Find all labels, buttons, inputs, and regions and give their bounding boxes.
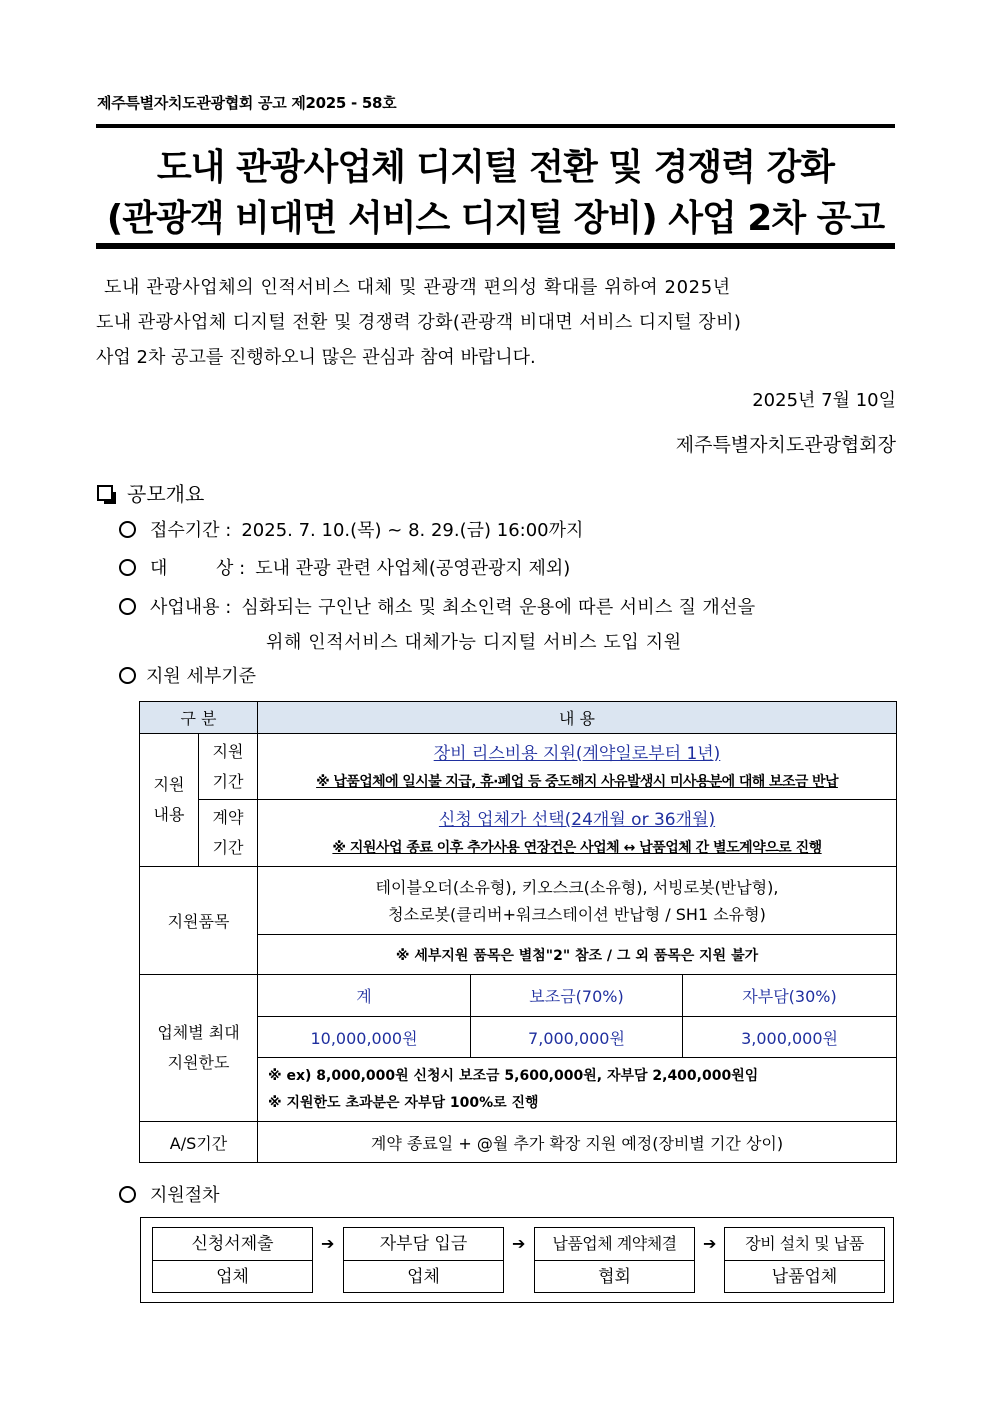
header-category: 구 분 (140, 702, 258, 734)
overview-target (119, 554, 570, 580)
target-label-a: 대 (150, 558, 168, 579)
limit-note-cell (258, 1058, 897, 1122)
header-content: 내 용 (258, 702, 897, 734)
step-actor: 납품업체 (771, 1267, 838, 1287)
circle-bullet-icon (119, 667, 136, 684)
target-label-b: 상 : (216, 558, 246, 579)
procedure-heading (119, 1181, 220, 1207)
items-note: ※ 세부지원 품목은 별첨"2" 참조 / 그 외 품목은 지원 불가 (258, 935, 897, 975)
support-group-label: 지원 내용 (140, 734, 199, 867)
issuer: 제주특별자치도관광협회장 (675, 434, 896, 456)
table-row (140, 1122, 897, 1163)
procedure-step-3 (534, 1227, 695, 1293)
intro-paragraph (96, 270, 896, 375)
limit-header-self: 자부담(30%) (683, 975, 897, 1017)
period-label: 접수기간 : (150, 520, 232, 541)
circle-bullet-icon (119, 521, 136, 538)
overview-content (119, 593, 755, 619)
title-line-1: 도내 관광사업체 디지털 전환 및 경쟁력 강화 (156, 147, 835, 188)
content-label: 사업내용 : (150, 597, 232, 618)
intro-line-2: 도내 관광사업체 디지털 전환 및 경쟁력 강화(관광객 비대면 서비스 디지털 장비) (96, 312, 742, 333)
limit-value-subsidy: 7,000,000원 (471, 1017, 683, 1058)
criteria-heading (119, 662, 256, 688)
intro-line-1: 도내 관광사업체의 인적서비스 대체 및 관광객 편의성 확대를 위하여 2025년 (104, 277, 731, 298)
as-label: A/S기간 (140, 1122, 258, 1163)
table-row (140, 867, 897, 935)
step-label: 신청서제출 (153, 1228, 312, 1261)
table-header-row (140, 702, 897, 734)
limit-value-total: 10,000,000원 (258, 1017, 471, 1058)
items-line-2: 청소로봇(클리버+워크스테이션 반납형 / SH1 소유형) (388, 904, 766, 924)
content-line-2: 위해 인적서비스 대체가능 디지털 서비스 도입 지원 (266, 632, 682, 653)
limit-value-self: 3,000,000원 (683, 1017, 897, 1058)
step-label: 자부담 입금 (344, 1228, 503, 1261)
title-line-2: (관광객 비대면 서비스 디지털 장비) 사업 2차 공고 (106, 198, 885, 239)
support-period-cell (258, 734, 897, 800)
step-label: 납품업체 계약체결 (535, 1228, 694, 1261)
step-label: 장비 설치 및 납품 (725, 1228, 884, 1261)
items-label: 지원품목 (140, 867, 258, 975)
support-period-label: 지원 기간 (199, 734, 258, 800)
period-value: 2025. 7. 10.(목) ~ 8. 29.(금) 16:00까지 (241, 520, 584, 541)
limit-note-2: ※ 지원한도 초과분은 자부담 100%로 진행 (268, 1094, 539, 1111)
as-value: 계약 종료일 + @월 추가 확장 지원 예정(장비별 기간 상이) (258, 1122, 897, 1163)
criteria-title: 지원 세부기준 (146, 666, 257, 687)
checkbox-square-icon (97, 485, 113, 501)
items-line-1: 테이블오더(소유형), 키오스크(소유형), 서빙로봇(반납형), (375, 877, 779, 897)
contract-period-note: ※ 지원사업 종료 이후 추가사용 연장건은 사업체 ↔ 납품업체 간 별도계약으로 진행 (332, 840, 822, 856)
step-actor: 협회 (598, 1267, 631, 1287)
content-line-1: 심화되는 구인난 해소 및 최소인력 운용에 따른 서비스 질 개선을 (241, 597, 756, 618)
support-period-note: ※ 납품업체에 일시불 지급, 휴·폐업 등 중도해지 사유발생시 미사용분에 대해 보조금 반납 (316, 773, 838, 790)
overview-period (119, 516, 583, 542)
notice-number: 제주특별자치도관광협회 공고 제2025 - 58호 (97, 94, 397, 112)
section-title: 공모개요 (127, 482, 205, 506)
title-top-rule (96, 124, 895, 128)
procedure-step-1 (152, 1227, 313, 1293)
target-value: 도내 관광 관련 사업체(공영관광지 제외) (255, 558, 571, 579)
contract-period-label: 계약 기간 (199, 800, 258, 867)
step-actor: 업체 (407, 1267, 440, 1287)
intro-line-3: 사업 2차 공고를 진행하오니 많은 관심과 참여 바랍니다. (96, 347, 536, 368)
title-bottom-rule (96, 243, 895, 249)
circle-bullet-icon (119, 598, 136, 615)
procedure-step-4 (724, 1227, 885, 1293)
support-period-main: 장비 리스비용 지원(계약일로부터 1년) (433, 743, 721, 764)
arrow-right-icon: ➔ (512, 1234, 526, 1253)
contract-period-cell (258, 800, 897, 867)
limit-header-subsidy: 보조금(70%) (471, 975, 683, 1017)
table-row (140, 975, 897, 1017)
arrow-right-icon: ➔ (703, 1234, 717, 1253)
circle-bullet-icon (119, 1186, 136, 1203)
step-actor: 업체 (216, 1267, 249, 1287)
table-row (140, 800, 897, 867)
limit-label: 업체별 최대 지원한도 (140, 975, 258, 1122)
items-cell (258, 867, 897, 935)
limit-note-1: ※ ex) 8,000,000원 신청시 보조금 5,600,000원, 자부담 2,400,000원임 (268, 1067, 759, 1084)
limit-header-total: 계 (258, 975, 471, 1017)
procedure-title: 지원절차 (150, 1185, 220, 1206)
contract-period-main: 신청 업체가 선택(24개월 or 36개월) (438, 810, 716, 830)
procedure-flow (140, 1217, 894, 1303)
section-heading (97, 478, 204, 507)
support-criteria-table (139, 701, 897, 1163)
circle-bullet-icon (119, 559, 136, 576)
table-row (140, 734, 897, 800)
notice-date: 2025년 7월 10일 (752, 390, 896, 411)
arrow-right-icon: ➔ (321, 1234, 335, 1253)
procedure-step-2 (343, 1227, 504, 1293)
